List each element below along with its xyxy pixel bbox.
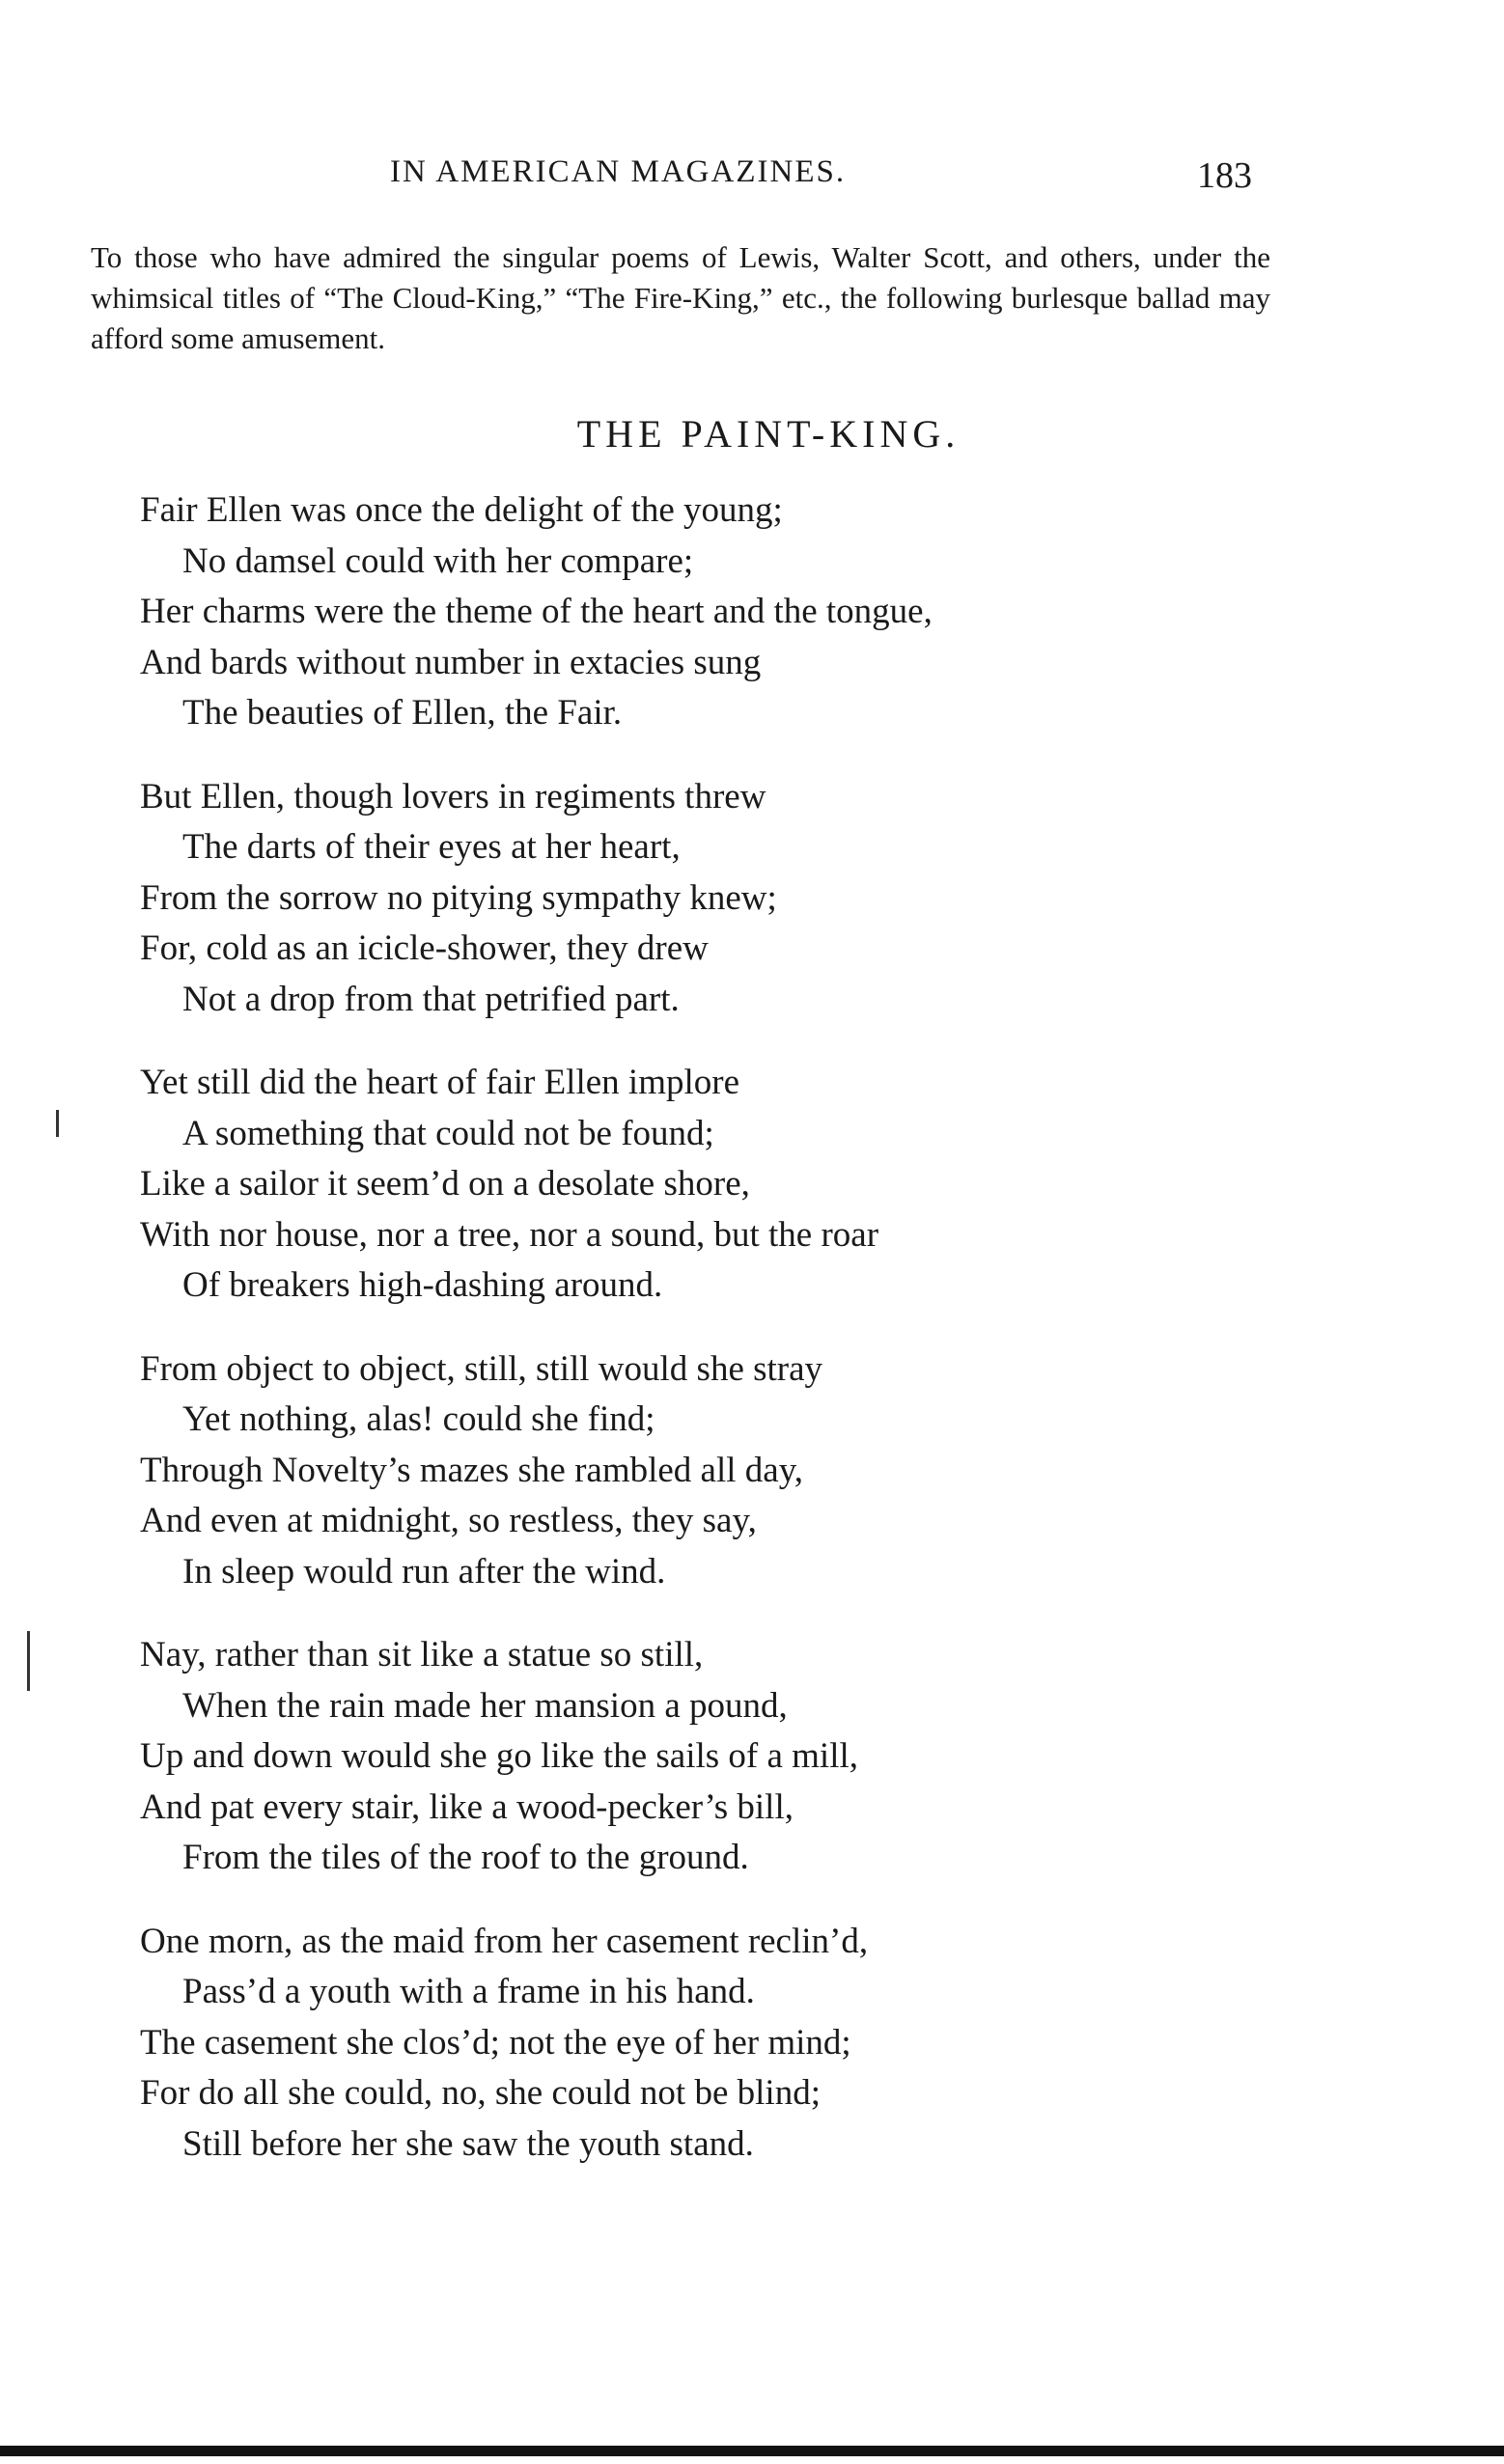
poem-line: No damsel could with her compare; bbox=[182, 540, 694, 581]
poem-line: For do all she could, no, she could not be blind; bbox=[140, 2073, 821, 2113]
stanza bbox=[140, 1058, 1221, 1312]
poem-body bbox=[140, 485, 1221, 2202]
poem-line: The beauties of Ellen, the Fair. bbox=[182, 693, 623, 733]
poem-line: Of breakers high-dashing around. bbox=[182, 1265, 663, 1305]
poem-line: From object to object, still, still would she stray bbox=[140, 1348, 823, 1389]
running-title: IN AMERICAN MAGAZINES. bbox=[390, 154, 847, 189]
poem-line: Fair Ellen was once the delight of the young; bbox=[140, 490, 783, 530]
poem-line: From the tiles of the roof to the ground. bbox=[182, 1838, 749, 1877]
stanza bbox=[140, 1630, 1221, 1884]
stanza bbox=[140, 1344, 1221, 1598]
poem-line: For, cold as an icicle-shower, they drew bbox=[140, 928, 709, 968]
poem-line: Not a drop from that petrified part. bbox=[182, 979, 680, 1019]
poem-line: Her charms were the theme of the heart and the tongue, bbox=[140, 592, 933, 631]
poem-line: Up and down would she go like the sails of a mill, bbox=[140, 1736, 859, 1776]
scan-edge-rule bbox=[0, 2446, 1504, 2456]
poem-line: Still before her she saw the youth stand. bbox=[182, 2123, 754, 2164]
poem-line: A something that could not be found; bbox=[182, 1113, 714, 1153]
poem-line: Yet nothing, alas! could she find; bbox=[182, 1399, 655, 1439]
intro-paragraph: To those who have admired the singular poems of Lewis, Walter Scott, and others, under the whimsical titles of “The Cloud-King,” “The Fire-King,” etc., the following burlesque ballad may afford some amusement. bbox=[91, 240, 1270, 355]
poem-line: From the sorrow no pitying sympathy knew; bbox=[140, 877, 777, 918]
poem-line: Yet still did the heart of fair Ellen implore bbox=[140, 1063, 739, 1102]
poem-line: Through Novelty’s mazes she rambled all day, bbox=[140, 1450, 804, 1490]
poem-line: Like a sailor it seem’d on a desolate shore, bbox=[140, 1164, 750, 1204]
poem-title: THE PAINT-KING. bbox=[576, 412, 961, 456]
poem-line: Nay, rather than sit like a statue so still, bbox=[140, 1635, 704, 1675]
margin-mark bbox=[27, 1631, 30, 1691]
poem-line: And pat every stair, like a wood-pecker’s bill, bbox=[140, 1786, 794, 1827]
poem-line: But Ellen, though lovers in regiments threw bbox=[140, 776, 766, 817]
poem-line: When the rain made her mansion a pound, bbox=[182, 1685, 788, 1726]
stanza bbox=[140, 772, 1221, 1026]
stanza bbox=[140, 485, 1221, 739]
poem-line: With nor house, nor a tree, nor a sound, but the roar bbox=[140, 1214, 879, 1255]
poem-line: One morn, as the maid from her casement reclin’d, bbox=[140, 1921, 869, 1961]
poem-line: The darts of their eyes at her heart, bbox=[182, 827, 681, 867]
stanza bbox=[140, 1917, 1221, 2171]
margin-mark bbox=[56, 1110, 59, 1137]
poem-line: And bards without number in extacies sung bbox=[140, 642, 762, 682]
poem-line: And even at midnight, so restless, they say, bbox=[140, 1501, 757, 1540]
page-number: 183 bbox=[1197, 155, 1252, 196]
running-head bbox=[0, 154, 1504, 203]
poem-line: Pass’d a youth with a frame in his hand. bbox=[182, 1972, 755, 2011]
poem-line: The casement she clos’d; not the eye of her mind; bbox=[140, 2022, 851, 2063]
poem-line: In sleep would run after the wind. bbox=[182, 1551, 666, 1592]
